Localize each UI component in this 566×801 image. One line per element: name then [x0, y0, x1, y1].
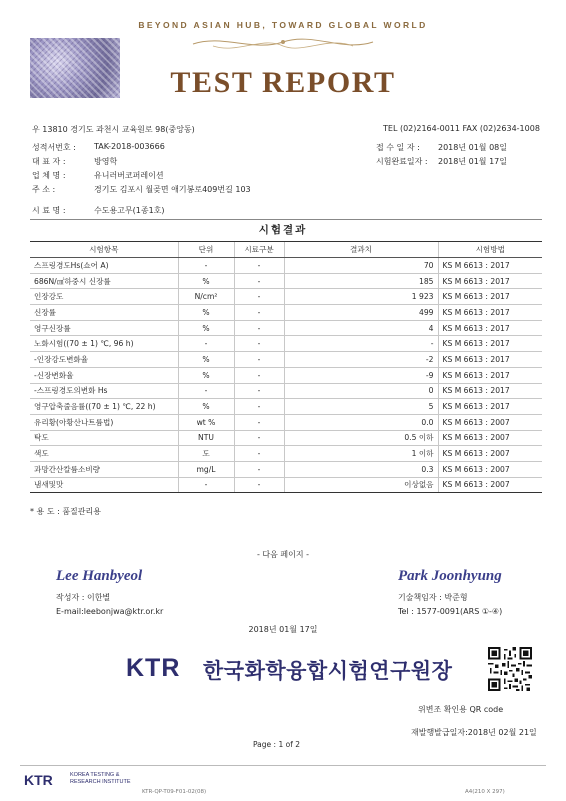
- cell-unit: %: [178, 352, 234, 368]
- cell-item: 인장강도: [30, 289, 178, 305]
- cell-sample: -: [234, 352, 284, 368]
- cell-sample: -: [234, 399, 284, 415]
- cell-item: -인장강도변화율: [30, 352, 178, 368]
- next-page-note: - 다음 페이지 -: [256, 550, 310, 559]
- page-title: TEST REPORT: [170, 66, 396, 99]
- cell-result: 0.5 이하: [284, 430, 438, 446]
- cell-unit: %: [178, 305, 234, 321]
- table-row: [30, 383, 542, 399]
- cell-unit: %: [178, 399, 234, 415]
- cell-sample: -: [234, 289, 284, 305]
- cell-result: 185: [284, 273, 438, 289]
- table-row: [30, 320, 542, 336]
- cell-method: KS M 6613 : 2007: [438, 446, 542, 462]
- results-table: [30, 241, 542, 493]
- header-method: 시험방법: [438, 242, 542, 258]
- paper-size: A4(210 X 297): [465, 789, 505, 795]
- issuer-phone: TEL (02)2164-0011 FAX (02)2634-1008: [383, 124, 540, 133]
- cell-sample: -: [234, 305, 284, 321]
- rep: 방영학: [94, 157, 118, 166]
- cell-method: KS M 6613 : 2017: [438, 352, 542, 368]
- cell-item: 노화시험((70 ± 1) ℃, 96 h): [30, 336, 178, 352]
- cell-method: KS M 6613 : 2017: [438, 258, 542, 274]
- cell-sample: -: [234, 414, 284, 430]
- cell-method: KS M 6613 : 2017: [438, 383, 542, 399]
- institute-name: 한국화학융합시험연구원장: [203, 659, 453, 683]
- received-date: 2018년 01월 08일: [438, 143, 507, 152]
- ornament-flourish: [183, 30, 383, 54]
- cell-sample: -: [234, 273, 284, 289]
- cell-result: -9: [284, 367, 438, 383]
- cell-item: 영구압축줄음률((70 ± 1) ℃, 22 h): [30, 399, 178, 415]
- cell-unit: mg/L: [178, 461, 234, 477]
- cell-unit: %: [178, 273, 234, 289]
- header-sample: 시료구분: [234, 242, 284, 258]
- cell-item: 탁도: [30, 430, 178, 446]
- results-title: 시험결과: [258, 224, 308, 236]
- table-row: [30, 289, 542, 305]
- cell-method: KS M 6613 : 2017: [438, 289, 542, 305]
- table-row: [30, 414, 542, 430]
- cell-result: -2: [284, 352, 438, 368]
- address: 경기도 김포시 월곶면 애기봉로409번길 103: [94, 185, 251, 194]
- cell-item: 색도: [30, 446, 178, 462]
- cell-sample: -: [234, 336, 284, 352]
- footer-divider: [20, 765, 546, 766]
- company: 유니러버코퍼레이션: [94, 171, 164, 180]
- cell-unit: -: [178, 477, 234, 493]
- cell-item: 스프링경도Hs(쇼어 A): [30, 258, 178, 274]
- cell-sample: -: [234, 320, 284, 336]
- completed-date: 2018년 01월 17일: [438, 157, 507, 166]
- cell-item: 유리황(아황산나트륨법): [30, 414, 178, 430]
- divider: [30, 219, 542, 220]
- manager-label: 기술책임자 : 박준형: [398, 593, 468, 602]
- footer-org-line1: KOREA TESTING &: [70, 772, 120, 778]
- footer-logo: KTR: [24, 772, 53, 788]
- cell-unit: wt %: [178, 414, 234, 430]
- table-row: [30, 258, 542, 274]
- tagline: BEYOND ASIAN HUB, TOWARD GLOBAL WORLD: [138, 20, 428, 30]
- cell-result: 499: [284, 305, 438, 321]
- cell-method: KS M 6613 : 2007: [438, 430, 542, 446]
- qr-code-icon[interactable]: [488, 647, 532, 691]
- table-header-row: [30, 242, 542, 258]
- signature-manager: Park Joonhyung: [398, 568, 502, 584]
- sample: 수도용고무(1종1호): [94, 206, 165, 215]
- cell-result: 4: [284, 320, 438, 336]
- cell-sample: -: [234, 461, 284, 477]
- cell-sample: -: [234, 430, 284, 446]
- cell-method: KS M 6613 : 2017: [438, 320, 542, 336]
- completed-label: 시험완료일자 :: [376, 157, 428, 166]
- cell-method: KS M 6613 : 2017: [438, 367, 542, 383]
- cell-result: -: [284, 336, 438, 352]
- issuer-address: 우 13810 경기도 과천시 교육원로 98(중앙동): [32, 125, 195, 134]
- cell-sample: -: [234, 477, 284, 493]
- header-unit: 단위: [178, 242, 234, 258]
- cell-sample: -: [234, 258, 284, 274]
- company-label: 업 체 명 :: [32, 171, 66, 180]
- cell-method: KS M 6613 : 2017: [438, 305, 542, 321]
- cell-item: 신장률: [30, 305, 178, 321]
- cell-result: 0.0: [284, 414, 438, 430]
- table-row: [30, 446, 542, 462]
- header-result: 결과치: [284, 242, 438, 258]
- cell-unit: -: [178, 258, 234, 274]
- table-row: [30, 477, 542, 493]
- rep-label: 대 표 자 :: [32, 157, 66, 166]
- writer-label: 작성자 : 이한별: [56, 593, 111, 602]
- cell-item: 686N/㎠하중시 신장률: [30, 273, 178, 289]
- table-row: [30, 430, 542, 446]
- cell-sample: -: [234, 383, 284, 399]
- footer-org-name: [70, 772, 131, 786]
- table-row: [30, 273, 542, 289]
- qr-caption: 위변조 확인용 QR code: [418, 705, 504, 714]
- cell-method: KS M 6613 : 2017: [438, 336, 542, 352]
- footer-org-line2: RESEARCH INSTITUTE: [70, 779, 131, 785]
- cell-unit: %: [178, 320, 234, 336]
- cell-unit: -: [178, 383, 234, 399]
- cell-result: 5: [284, 399, 438, 415]
- cell-result: 70: [284, 258, 438, 274]
- sample-label: 시 료 명 :: [32, 206, 66, 215]
- header-item: 시험항목: [30, 242, 178, 258]
- cell-sample: -: [234, 367, 284, 383]
- cell-result: 0.3: [284, 461, 438, 477]
- cell-result: 0: [284, 383, 438, 399]
- page-indicator: Page : 1 of 2: [253, 740, 300, 749]
- received-label: 접 수 일 자 :: [376, 143, 420, 152]
- signature-writer: Lee Hanbyeol: [56, 568, 143, 584]
- cell-method: KS M 6613 : 2017: [438, 273, 542, 289]
- reissue-date: 재발행발급일자:2018년 02월 21일: [411, 728, 537, 737]
- table-row: [30, 336, 542, 352]
- cell-method: KS M 6613 : 2007: [438, 414, 542, 430]
- ktr-logo: KTR: [126, 654, 181, 682]
- cell-method: KS M 6613 : 2007: [438, 461, 542, 477]
- cell-item: 과망간산칼륨소비량: [30, 461, 178, 477]
- cell-unit: 도: [178, 446, 234, 462]
- usage-note: * 용 도 : 품질관리용: [30, 507, 101, 516]
- cell-method: KS M 6613 : 2017: [438, 399, 542, 415]
- table-row: [30, 461, 542, 477]
- table-row: [30, 367, 542, 383]
- cell-unit: %: [178, 367, 234, 383]
- cell-item: -신장변화율: [30, 367, 178, 383]
- cell-item: 냄새및맛: [30, 477, 178, 493]
- cell-result: 1 이하: [284, 446, 438, 462]
- cell-item: -스프링경도의변화 Hs: [30, 383, 178, 399]
- cell-result: 1 923: [284, 289, 438, 305]
- cell-unit: NTU: [178, 430, 234, 446]
- address-label: 주 소 :: [32, 185, 56, 194]
- table-row: [30, 305, 542, 321]
- cell-sample: -: [234, 446, 284, 462]
- cert-no-label: 성적서번호 :: [32, 143, 76, 152]
- writer-email: E-mail:leebonjwa@ktr.or.kr: [56, 607, 164, 616]
- cell-method: KS M 6613 : 2007: [438, 477, 542, 493]
- cell-unit: -: [178, 336, 234, 352]
- cell-result: 이상없음: [284, 477, 438, 493]
- form-code: KTR-QP-T09-F01-02(08): [142, 789, 207, 795]
- manager-tel: Tel : 1577-0091(ARS ①-④): [398, 607, 503, 616]
- table-row: [30, 352, 542, 368]
- issue-date: 2018년 01월 17일: [248, 625, 318, 634]
- cell-unit: N/cm²: [178, 289, 234, 305]
- cert-no: TAK-2018-003666: [94, 142, 165, 151]
- cell-item: 영구신장률: [30, 320, 178, 336]
- table-row: [30, 399, 542, 415]
